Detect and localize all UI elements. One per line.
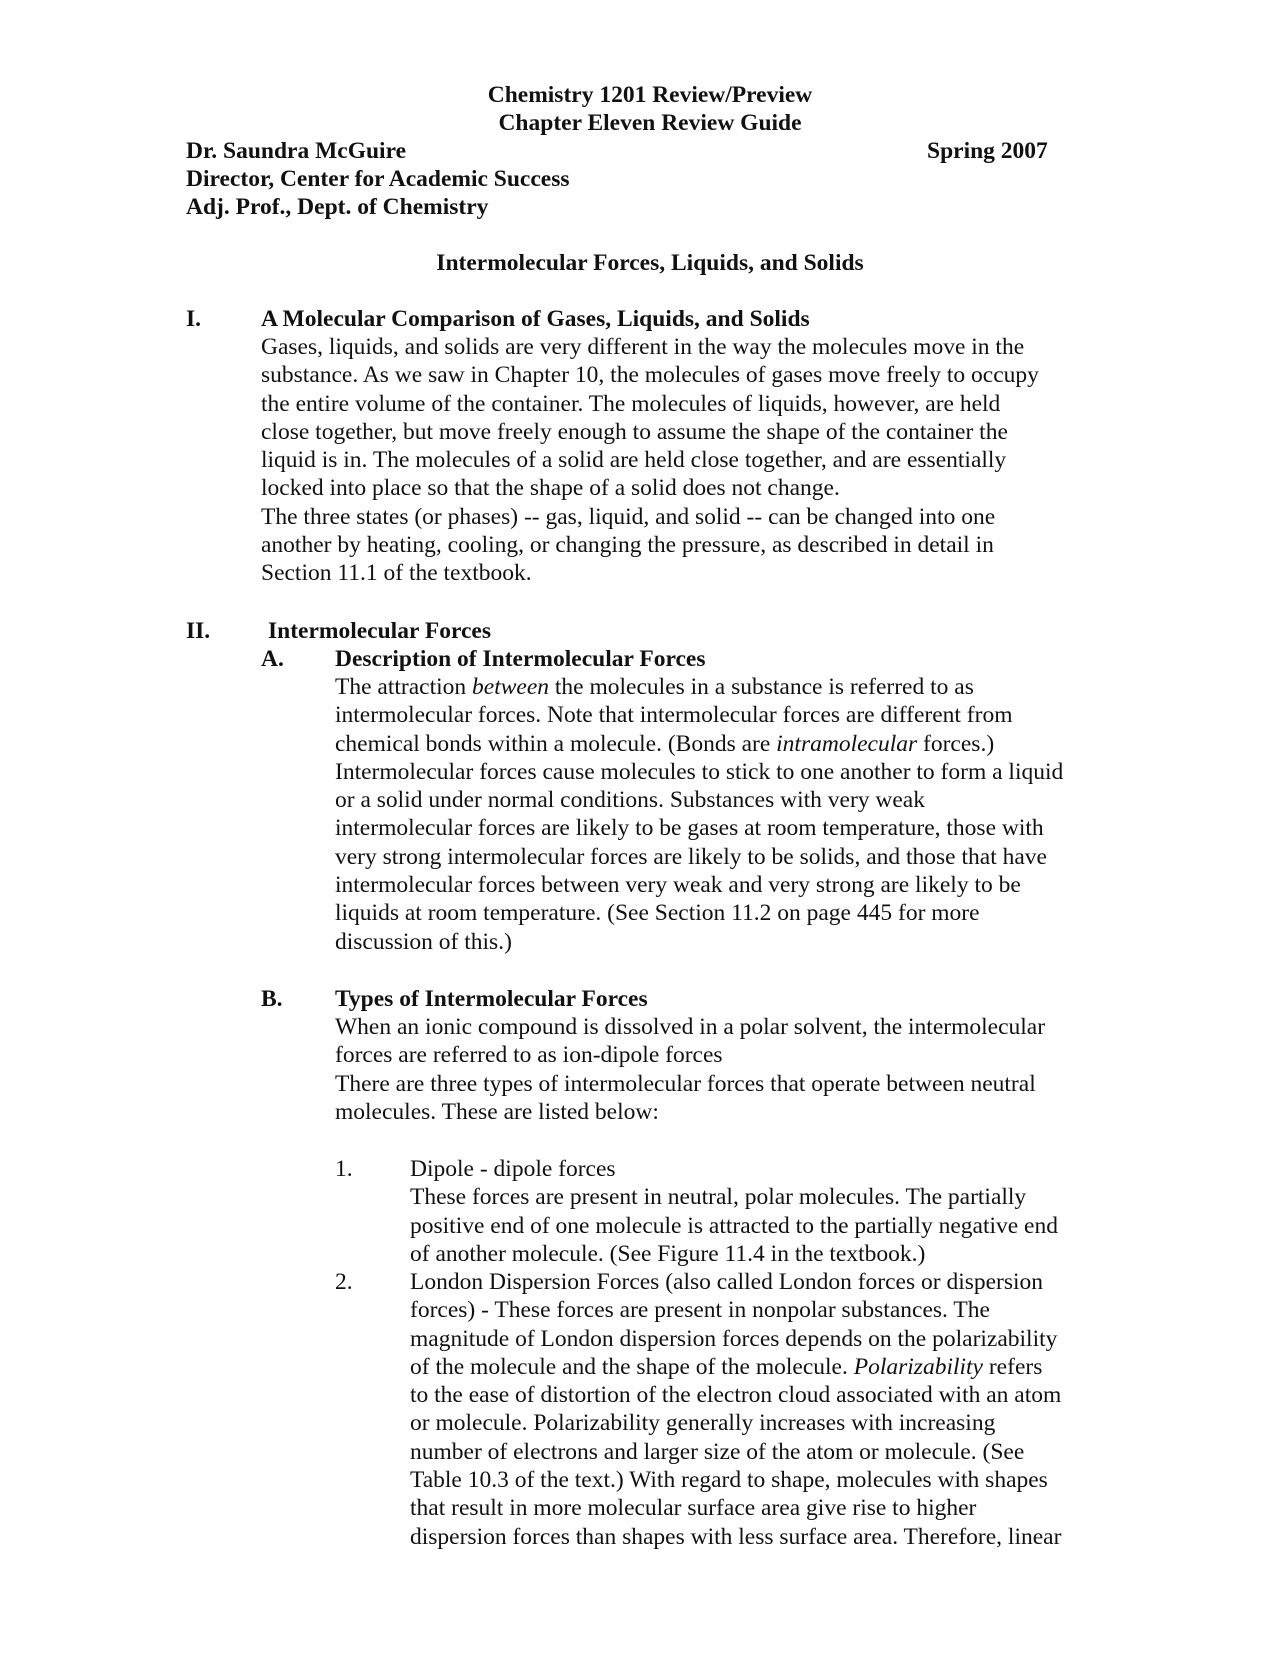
paragraph-line: positive end of one molecule is attracted to the partially negative end xyxy=(410,1212,1058,1239)
paragraph-line: The three states (or phases) -- gas, liquid, and solid -- can be changed into one xyxy=(261,503,996,530)
paragraph-line: chemical bonds within a molecule. (Bonds are intramolecular forces.) xyxy=(335,730,995,757)
paragraph-line: Gases, liquids, and solids are very different in the way the molecules move in the xyxy=(261,334,1025,360)
paragraph-line: liquid is in. The molecules of a solid are held close together, and are essentially xyxy=(261,447,1007,474)
paragraph-line: that result in more molecular surface area give rise to higher xyxy=(410,1495,977,1522)
list-item-1-body xyxy=(410,1155,1058,1268)
paragraph-line: Dipole - dipole forces xyxy=(410,1156,616,1182)
paragraph-line: forces are referred to as ion-dipole forces xyxy=(335,1042,723,1069)
paragraph-line: Table 10.3 of the text.) With regard to shape, molecules with shapes xyxy=(410,1467,1048,1494)
emphasis-intramolecular: intramolecular xyxy=(776,730,918,757)
paragraph-line: There are three types of intermolecular forces that operate between neutral xyxy=(335,1070,1036,1097)
author-role-2: Adj. Prof., Dept. of Chemistry xyxy=(186,194,489,220)
section-2-numeral: II. xyxy=(186,618,211,644)
subsection-b-body xyxy=(335,1013,1045,1126)
paragraph-line: to the ease of distortion of the electron cloud associated with an atom xyxy=(410,1382,1062,1409)
list-item-1-number: 1. xyxy=(335,1156,353,1182)
paragraph-line: very strong intermolecular forces are likely to be solids, and those that have xyxy=(335,843,1047,870)
subsection-a-heading: Description of Intermolecular Forces xyxy=(335,646,706,672)
emphasis-polarizability: Polarizability xyxy=(853,1353,983,1380)
paragraph-line: Intermolecular forces cause molecules to stick to one another to form a liquid xyxy=(335,758,1064,785)
subsection-a-body xyxy=(335,673,1063,956)
paragraph-line: or a solid under normal conditions. Substances with very weak xyxy=(335,787,925,814)
paragraph-line: or molecule. Polarizability generally increases with increasing xyxy=(410,1410,996,1437)
paragraph-line: close together, but move freely enough to assume the shape of the container the xyxy=(261,418,1008,445)
document-title: Intermolecular Forces, Liquids, and Solids xyxy=(436,250,864,276)
section-1-numeral: I. xyxy=(186,306,202,332)
paragraph-line: forces) - These forces are present in nonpolar substances. The xyxy=(410,1297,990,1324)
list-item-2-number: 2. xyxy=(335,1269,353,1295)
list-item-2-body xyxy=(410,1268,1061,1551)
subsection-a-letter: A. xyxy=(261,646,284,672)
paragraph-line: the entire volume of the container. The molecules of liquids, however, are held xyxy=(261,390,1001,417)
paragraph-line: London Dispersion Forces (also called London forces or dispersion xyxy=(410,1269,1044,1295)
paragraph-line: Section 11.1 of the textbook. xyxy=(261,560,532,587)
paragraph-line: liquids at room temperature. (See Section 11.2 on page 445 for more xyxy=(335,900,980,927)
paragraph-line: intermolecular forces. Note that intermolecular forces are different from xyxy=(335,702,1013,729)
author-role-1: Director, Center for Academic Success xyxy=(186,166,570,192)
author-name: Dr. Saundra McGuire xyxy=(186,138,407,164)
paragraph-line: locked into place so that the shape of a solid does not change. xyxy=(261,475,840,502)
term-label: Spring 2007 xyxy=(927,138,1048,164)
section-2-heading: Intermolecular Forces xyxy=(268,618,491,644)
paragraph-line: intermolecular forces are likely to be gases at room temperature, those with xyxy=(335,815,1044,842)
paragraph-line: number of electrons and larger size of the atom or molecule. (See xyxy=(410,1438,1025,1465)
paragraph-line: magnitude of London dispersion forces depends on the polarizability xyxy=(410,1325,1058,1352)
paragraph-line: of the molecule and the shape of the molecule. Polarizability refers xyxy=(410,1353,1043,1380)
subsection-b-letter: B. xyxy=(261,986,283,1012)
paragraph-line: another by heating, cooling, or changing the pressure, as described in detail in xyxy=(261,532,994,559)
emphasis-between: between xyxy=(472,674,550,700)
title-line-1: Chemistry 1201 Review/Preview xyxy=(487,82,813,108)
paragraph-line: substance. As we saw in Chapter 10, the molecules of gases move freely to occupy xyxy=(261,362,1039,389)
paragraph-line: molecules. These are listed below: xyxy=(335,1098,659,1125)
section-1-body xyxy=(261,333,1039,588)
section-1-heading: A Molecular Comparison of Gases, Liquids, and Solids xyxy=(261,306,810,332)
paragraph-line: The attraction between the molecules in a substance is referred to as xyxy=(335,674,974,700)
subsection-b-heading: Types of Intermolecular Forces xyxy=(335,986,648,1012)
title-line-2: Chapter Eleven Review Guide xyxy=(498,110,802,136)
paragraph-line: These forces are present in neutral, polar molecules. The partially xyxy=(410,1184,1027,1211)
paragraph-line: When an ionic compound is dissolved in a polar solvent, the intermolecular xyxy=(335,1014,1046,1040)
paragraph-line: of another molecule. (See Figure 11.4 in the textbook.) xyxy=(410,1240,926,1267)
paragraph-line: discussion of this.) xyxy=(335,928,512,955)
paragraph-line: dispersion forces than shapes with less surface area. Therefore, linear xyxy=(410,1523,1062,1550)
paragraph-line: intermolecular forces between very weak and very strong are likely to be xyxy=(335,872,1021,899)
